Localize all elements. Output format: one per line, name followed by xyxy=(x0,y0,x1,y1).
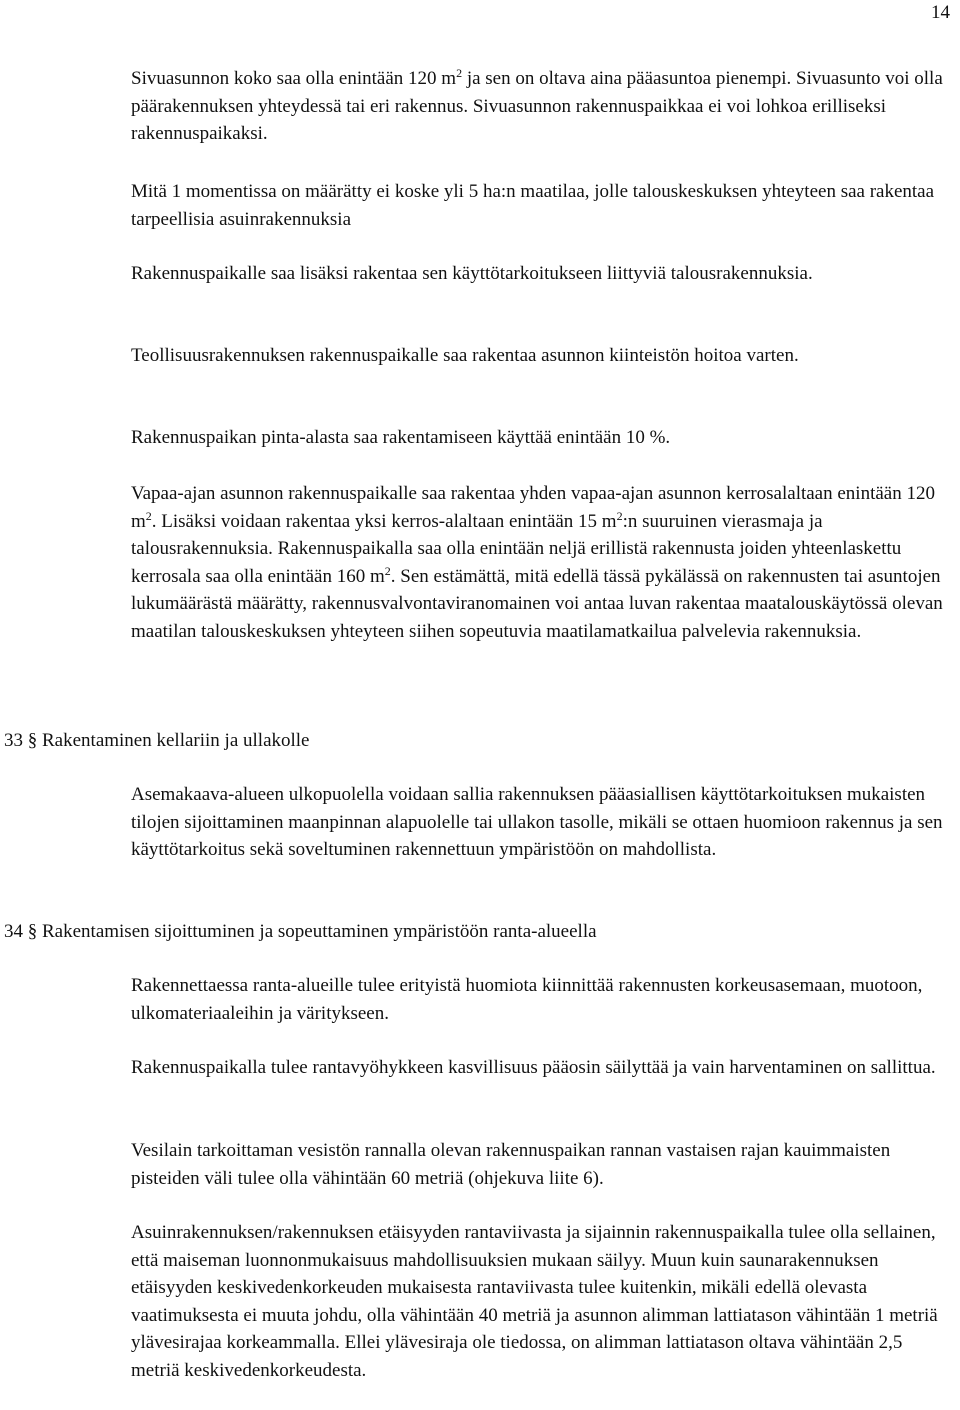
paragraph-etaisyys-rantaviivasta: Asuinrakennuksen/rakennuksen etäisyyden rantaviivasta ja sijainnin rakennuspaikalla tulee olla sellainen, että maiseman luonnonmukaisuus mahdollisuuksien mukaan säilyy. Muun kuin saunarakennuksen etäisyyden keskivedenkorkeuden mukaisesta rantaviivasta tulee kuitenkin, mikäli edellä olevasta vaatimuksesta ei muuta johdu, olla vähintään 40 metriä ja asunnon alimman lattiatason vähintään 1 metriä ylävesirajaa korkeammalla. Ellei ylävesiraja ole tiedossa, on alimman lattiatason oltava vähintään 2,5 metriä keskivedenkorkeudesta. xyxy=(131,1222,938,1381)
paragraph-sivuasunto: Sivuasunnon koko saa olla enintään 120 $m^2$ ja sen on oltava aina pääasuntoa pienempi. Sivuasunto voi olla päärakennuksen yhteydessä tai eri rakennus. Sivuasunnon rakennuspaikkaa ei voi lohkoa erilliseksi rakennuspaikaksi. xyxy=(131,66,943,144)
paragraph-rannan-raja: Vesilain tarkoittaman vesistön rannalla olevan rakennuspaikan rannan vastaisen rajan kauimmaisten pisteiden väli tulee olla vähintään 60 metriä (ohjekuva liite 6). xyxy=(131,1140,891,1189)
page-number: 14 xyxy=(931,2,950,23)
section-heading-34: 34 § Rakentamisen sijoittuminen ja sopeuttaminen ympäristöön ranta-alueella xyxy=(4,921,597,942)
paragraph-maatila: Mitä 1 momentissa on määrätty ei koske yli 5 ha:n maatilaa, jolle talouskeskuksen yhteyteen saa rakentaa tarpeellisia asuinrakennuksia xyxy=(131,181,935,230)
paragraph-ranta-alueet: Rakennettaessa ranta-alueille tulee erityistä huomiota kiinnittää rakennusten korkeusasemaan, muotoon, ulkomateriaaleihin ja väritykseen. xyxy=(131,975,923,1024)
paragraph-pinta-ala: Rakennuspaikan pinta-alasta saa rakentamiseen käyttää enintään 10 %. xyxy=(131,427,671,448)
paragraph-teollisuus: Teollisuusrakennuksen rakennuspaikalle saa rakentaa asunnon kiinteistön hoitoa varten. xyxy=(131,345,799,366)
paragraph-vapaa-ajan-asunto: Vapaa-ajan asunnon rakennuspaikalle saa rakentaa yhden vapaa-ajan asunnon kerrosalaltaan enintään 120 $m^2$. Lisäksi voidaan rakentaa yksi kerros-alaltaan enintään 15 $m^2:n$ suuruinen vierasmaja ja talousrakennuksia. Rakennuspaikalla saa olla enintään neljä erillistä rakennusta joiden yhteenlaskettu kerrosala saa olla enintään 160 $m^2$. Sen estämättä, mitä edellä tässä pykälässä on rakennusten tai asuntojen lukumäärästä määrätty, rakennusvalvontaviranomainen voi antaa luvan rakentaa maatalouskäytössä olevan maatilan talouskeskuksen yhteyteen siihen sopeutuvia maatilamatkailua palvelevia rakennuksia. xyxy=(131,483,943,642)
paragraph-kellari-ullakko: Asemakaava-alueen ulkopuolella voidaan sallia rakennuksen pääasiallisen käyttötarkoituksen mukaisten tilojen sijoittaminen maanpinnan alapuolelle tai ullakon tasolle, mikäli se ottaen huomioon rakennus ja sen käyttötarkoitus sekä soveltuminen rakennettuun ympäristöön on mahdollista. xyxy=(131,784,943,860)
paragraph-kasvillisuus: Rakennuspaikalla tulee rantavyöhykkeen kasvillisuus pääosin säilyttää ja vain harventaminen on sallittua. xyxy=(131,1057,936,1078)
paragraph-talousrakennukset: Rakennuspaikalle saa lisäksi rakentaa sen käyttötarkoitukseen liittyviä talousrakennuksia. xyxy=(131,263,813,284)
section-heading-33: 33 § Rakentaminen kellariin ja ullakolle xyxy=(4,730,310,751)
